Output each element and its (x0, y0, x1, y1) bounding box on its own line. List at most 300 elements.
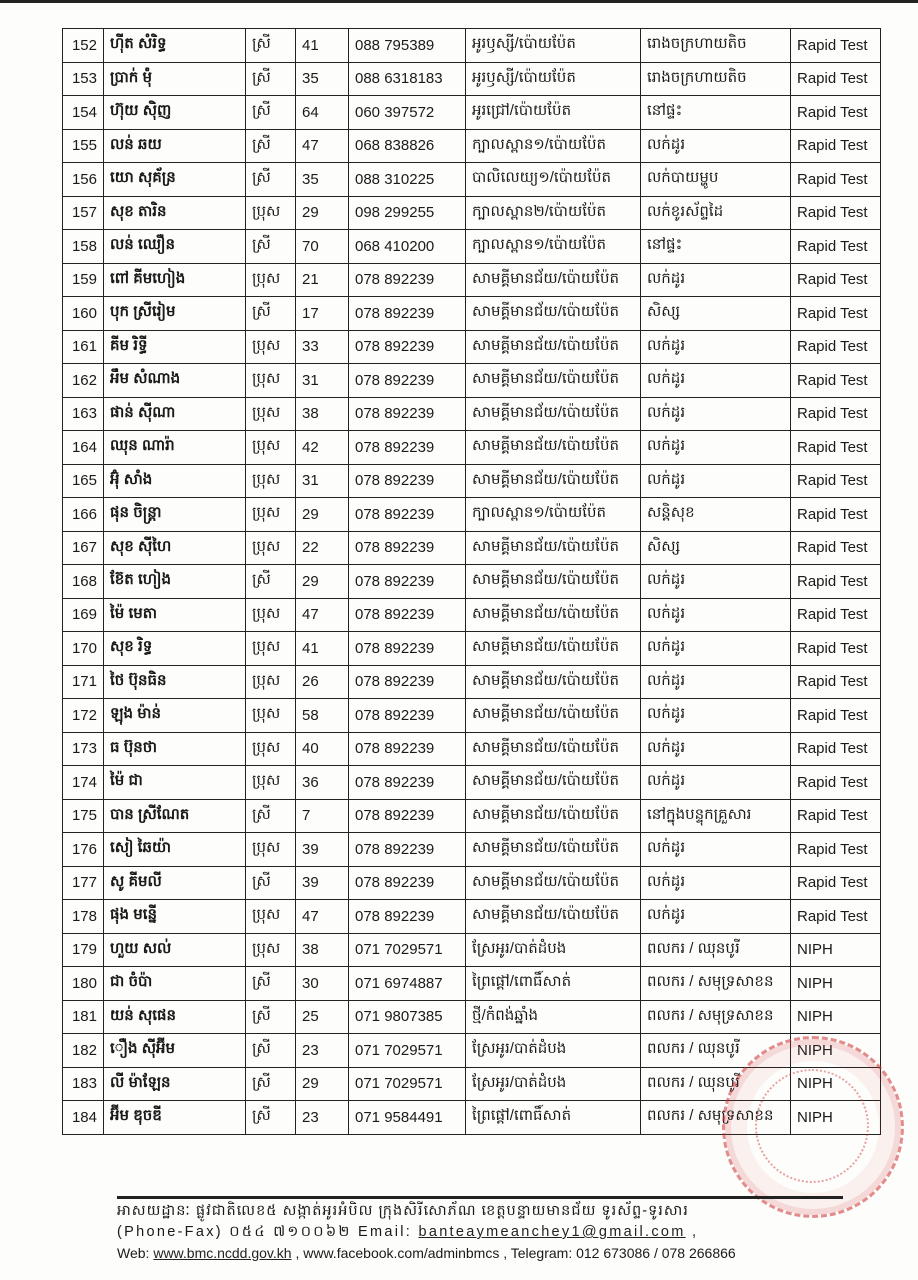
address: សាមគ្គីមានជ័យ/ប៉ោយប៉ែត (466, 531, 641, 565)
age: 40 (296, 732, 349, 766)
address: ស្រែអូរ/បាត់ដំបង (466, 1034, 641, 1068)
age: 26 (296, 665, 349, 699)
test-type: Rapid Test (791, 62, 881, 96)
occupation: លក់ដូរ (641, 263, 791, 297)
address: សាមគ្គីមានជ័យ/ប៉ោយប៉ែត (466, 297, 641, 331)
person-name: សុខ តារិន (104, 196, 246, 230)
test-type: Rapid Test (791, 699, 881, 733)
facebook-link[interactable]: , www.facebook.com/adminbmcs (295, 1245, 500, 1261)
email-label: Email: (358, 1224, 413, 1240)
row-number: 179 (63, 933, 104, 967)
test-type: NIPH (791, 1034, 881, 1068)
sex: ស្រី (246, 62, 296, 96)
table-row (63, 464, 881, 498)
test-type: Rapid Test (791, 732, 881, 766)
sex: ប្រុស (246, 900, 296, 934)
table-row (63, 866, 881, 900)
table-row (63, 766, 881, 800)
table-row (63, 230, 881, 264)
test-type: Rapid Test (791, 163, 881, 197)
test-type: Rapid Test (791, 464, 881, 498)
row-number: 161 (63, 330, 104, 364)
table-row (63, 900, 881, 934)
age: 64 (296, 96, 349, 130)
sex: ស្រី (246, 96, 296, 130)
phone-number: 078 892239 (349, 531, 466, 565)
age: 7 (296, 799, 349, 833)
address: សាមគ្គីមានជ័យ/ប៉ោយប៉ែត (466, 330, 641, 364)
occupation: លក់ដូរ (641, 565, 791, 599)
test-type: Rapid Test (791, 632, 881, 666)
sex: ស្រី (246, 565, 296, 599)
sex: ស្រី (246, 1034, 296, 1068)
person-name: អឹម សំណាង (104, 364, 246, 398)
sex: ស្រី (246, 163, 296, 197)
age: 29 (296, 498, 349, 532)
address: ក្បាលស្ពាន១/ប៉ោយប៉ែត (466, 129, 641, 163)
phone-number: 071 6974887 (349, 967, 466, 1001)
person-name: សូ គីមលី (104, 866, 246, 900)
phone-number: 078 892239 (349, 263, 466, 297)
occupation: លក់ដូរ (641, 699, 791, 733)
person-name: បុក ស្រីរៀម (104, 297, 246, 331)
address: សាមគ្គីមានជ័យ/ប៉ោយប៉ែត (466, 565, 641, 599)
age: 42 (296, 431, 349, 465)
occupation: លក់ដូរ (641, 464, 791, 498)
table-row (63, 96, 881, 130)
address: សាមគ្គីមានជ័យ/ប៉ោយប៉ែត (466, 699, 641, 733)
table-row (63, 1034, 881, 1068)
footer (117, 1201, 857, 1264)
address: បាលិលេយ្យ១/ប៉ោយប៉ែត (466, 163, 641, 197)
sex: ប្រុស (246, 498, 296, 532)
table-row (63, 29, 881, 63)
sex: ស្រី (246, 297, 296, 331)
occupation: លក់ដូរ (641, 364, 791, 398)
address: សាមគ្គីមានជ័យ/ប៉ោយប៉ែត (466, 263, 641, 297)
sex: ប្រុស (246, 464, 296, 498)
age: 29 (296, 196, 349, 230)
age: 41 (296, 632, 349, 666)
phone-number: 078 892239 (349, 565, 466, 599)
email-link[interactable]: banteaymeanchey1@gmail.com (418, 1224, 686, 1240)
email-trail: , (691, 1224, 699, 1240)
occupation: ពលករ / សមុទ្រសាខន (641, 967, 791, 1001)
sex: ប្រុស (246, 833, 296, 867)
person-name: ម៉ៃ មេតា (104, 598, 246, 632)
test-type: Rapid Test (791, 833, 881, 867)
person-name: លី ម៉ាឡែន (104, 1067, 246, 1101)
address: អូរឫស្សី/ប៉ោយប៉ែត (466, 29, 641, 63)
sex: ស្រី (246, 1101, 296, 1135)
sex: ប្រុស (246, 732, 296, 766)
address: អូរជ្រៅ/ប៉ោយប៉ែត (466, 96, 641, 130)
person-name: ប្រាក់ ម៉ុំ (104, 62, 246, 96)
sex: ប្រុស (246, 330, 296, 364)
phone-number: 078 892239 (349, 699, 466, 733)
address: ថ្មី/កំពង់ឆ្នាំង (466, 1000, 641, 1034)
table-row (63, 632, 881, 666)
row-number: 182 (63, 1034, 104, 1068)
address: ព្រៃផ្ដៅ/ពោធិ៍សាត់ (466, 1101, 641, 1135)
row-number: 174 (63, 766, 104, 800)
address: សាមគ្គីមានជ័យ/ប៉ោយប៉ែត (466, 364, 641, 398)
phone-number: 068 410200 (349, 230, 466, 264)
sex: ប្រុស (246, 263, 296, 297)
test-type: NIPH (791, 967, 881, 1001)
table-row (63, 699, 881, 733)
table-row (63, 1101, 881, 1135)
phone-number: 078 892239 (349, 297, 466, 331)
address: សាមគ្គីមានជ័យ/ប៉ោយប៉ែត (466, 732, 641, 766)
row-number: 154 (63, 96, 104, 130)
table-row (63, 397, 881, 431)
table-row (63, 933, 881, 967)
person-name: ផាន់ ស៊ីណា (104, 397, 246, 431)
row-number: 175 (63, 799, 104, 833)
occupation: រោងចក្រហាយតិច (641, 62, 791, 96)
table-row (63, 330, 881, 364)
person-name: សៀ ឆៃយ៉ា (104, 833, 246, 867)
occupation: លក់បាយម្ហូប (641, 163, 791, 197)
test-type: NIPH (791, 1101, 881, 1135)
occupation: នៅផ្ទះ (641, 96, 791, 130)
address: សាមគ្គីមានជ័យ/ប៉ោយប៉ែត (466, 665, 641, 699)
person-name: ខ៊ែត ហៀង (104, 565, 246, 599)
table-row (63, 263, 881, 297)
person-name: សុខ រិទ្ធ (104, 632, 246, 666)
address: សាមគ្គីមានជ័យ/ប៉ោយប៉ែត (466, 799, 641, 833)
occupation: លក់ដូរ (641, 866, 791, 900)
table-row (63, 732, 881, 766)
test-type: NIPH (791, 1000, 881, 1034)
row-number: 181 (63, 1000, 104, 1034)
phone-number: 060 397572 (349, 96, 466, 130)
person-name: យន់ សុផេន (104, 1000, 246, 1034)
person-name: ហួយ សល់ (104, 933, 246, 967)
table-row (63, 565, 881, 599)
age: 39 (296, 833, 349, 867)
row-number: 177 (63, 866, 104, 900)
age: 47 (296, 598, 349, 632)
age: 33 (296, 330, 349, 364)
occupation: ពលករ / ឈុនបូរី (641, 1034, 791, 1068)
person-name: ផុង មន្នើ (104, 900, 246, 934)
test-type: NIPH (791, 933, 881, 967)
table-row (63, 967, 881, 1001)
occupation: លក់ដូរ (641, 900, 791, 934)
phone-number: 088 310225 (349, 163, 466, 197)
row-number: 156 (63, 163, 104, 197)
phone-number: 078 892239 (349, 900, 466, 934)
phone-number: 078 892239 (349, 464, 466, 498)
telegram-numbers: , Telegram: 012 673086 / 078 266866 (503, 1245, 736, 1261)
row-number: 168 (63, 565, 104, 599)
footer-address: អាសយដ្ឋានៈ ផ្លូវជាតិលេខ៥ សង្កាត់អូរអំបិល ក្រុងសិរីសោភ័ណ ខេត្តបន្ទាយមានជ័យ ទូរស័ព្ទ-ទូរសារ (117, 1203, 689, 1219)
occupation: លក់ដូរ (641, 431, 791, 465)
table-row (63, 62, 881, 96)
table-row (63, 665, 881, 699)
occupation: លក់ដូរ (641, 665, 791, 699)
person-name: អ៊ីម ឌុចឌី (104, 1101, 246, 1135)
age: 58 (296, 699, 349, 733)
row-number: 183 (63, 1067, 104, 1101)
age: 23 (296, 1034, 349, 1068)
age: 39 (296, 866, 349, 900)
table-row (63, 196, 881, 230)
sex: ស្រី (246, 129, 296, 163)
website-link[interactable]: www.bmc.ncdd.gov.kh (153, 1245, 292, 1261)
row-number: 164 (63, 431, 104, 465)
table-row (63, 163, 881, 197)
address: ស្រែអូរ/បាត់ដំបង (466, 933, 641, 967)
phone-number: 068 838826 (349, 129, 466, 163)
person-name: ពៅ គីមហៀង (104, 263, 246, 297)
person-name: ផុន ចិន្ដ្រា (104, 498, 246, 532)
sex: ស្រី (246, 799, 296, 833)
occupation: លក់ដូរ (641, 632, 791, 666)
occupation: រោងចក្រហាយតិច (641, 29, 791, 63)
age: 47 (296, 129, 349, 163)
person-name: លន់ ឈឿន (104, 230, 246, 264)
phone-number: 071 9584491 (349, 1101, 466, 1135)
table-row (63, 531, 881, 565)
test-type: Rapid Test (791, 397, 881, 431)
row-number: 166 (63, 498, 104, 532)
age: 30 (296, 967, 349, 1001)
age: 35 (296, 62, 349, 96)
table-row (63, 833, 881, 867)
test-type: Rapid Test (791, 598, 881, 632)
row-number: 169 (63, 598, 104, 632)
test-type: Rapid Test (791, 129, 881, 163)
age: 47 (296, 900, 349, 934)
sex: ប្រុស (246, 665, 296, 699)
occupation: ពលករ / សមុទ្រសាខន (641, 1000, 791, 1034)
sex: ប្រុស (246, 632, 296, 666)
person-name: យោ សុគ័ន្រ (104, 163, 246, 197)
test-type: Rapid Test (791, 431, 881, 465)
sex: ប្រុស (246, 196, 296, 230)
test-type: Rapid Test (791, 665, 881, 699)
row-number: 170 (63, 632, 104, 666)
phone-number: 078 892239 (349, 598, 466, 632)
person-name: បាន ស្រីណែត (104, 799, 246, 833)
test-type: Rapid Test (791, 330, 881, 364)
phone-number: 078 892239 (349, 732, 466, 766)
phone-number: 078 892239 (349, 397, 466, 431)
footer-divider (117, 1196, 843, 1199)
footer-web-line (117, 1243, 857, 1264)
age: 29 (296, 565, 349, 599)
person-name: ថៃ ប៊ុនធិន (104, 665, 246, 699)
phone-number: 071 9807385 (349, 1000, 466, 1034)
sex: ប្រុស (246, 431, 296, 465)
row-number: 160 (63, 297, 104, 331)
occupation: លក់ដូរ (641, 766, 791, 800)
row-number: 171 (63, 665, 104, 699)
address: ក្បាលស្ពាន២/ប៉ោយប៉ែត (466, 196, 641, 230)
sex: ប្រុស (246, 531, 296, 565)
occupation: សិស្ស (641, 297, 791, 331)
phone-number: 071 7029571 (349, 1034, 466, 1068)
sex: ស្រី (246, 29, 296, 63)
phone-number: 078 892239 (349, 498, 466, 532)
test-type: Rapid Test (791, 29, 881, 63)
occupation: ពលករ / សមុទ្រសាខន (641, 1101, 791, 1135)
age: 41 (296, 29, 349, 63)
person-name: សុខ ស៊ីហៃ (104, 531, 246, 565)
table-row (63, 1000, 881, 1034)
occupation: លក់ដូរ (641, 397, 791, 431)
sex: ស្រី (246, 1067, 296, 1101)
occupation: ពលករ / ឈុនបូរី (641, 1067, 791, 1101)
test-type: Rapid Test (791, 900, 881, 934)
age: 31 (296, 464, 349, 498)
person-name: ហ៊ុយ ស៊ិញ (104, 96, 246, 130)
age: 31 (296, 364, 349, 398)
row-number: 152 (63, 29, 104, 63)
row-number: 155 (63, 129, 104, 163)
sex: ប្រុស (246, 598, 296, 632)
person-name: គីម រិទ្ធី (104, 330, 246, 364)
occupation: លក់ដូរ (641, 330, 791, 364)
row-number: 165 (63, 464, 104, 498)
occupation: លក់ដូរ (641, 732, 791, 766)
row-number: 163 (63, 397, 104, 431)
person-name: ឈុន ណារ៉ា (104, 431, 246, 465)
phone-number: 078 892239 (349, 364, 466, 398)
person-name: ឿង ស៊ីអ៊ីម (104, 1034, 246, 1068)
address: សាមគ្គីមានជ័យ/ប៉ោយប៉ែត (466, 464, 641, 498)
row-number: 172 (63, 699, 104, 733)
test-type: Rapid Test (791, 565, 881, 599)
sex: ប្រុស (246, 397, 296, 431)
roster-body (63, 29, 881, 1135)
test-type: Rapid Test (791, 263, 881, 297)
test-type: Rapid Test (791, 498, 881, 532)
phone-number: 078 892239 (349, 330, 466, 364)
person-name: ឡុង ម៉ាន់ (104, 699, 246, 733)
row-number: 167 (63, 531, 104, 565)
sex: ស្រី (246, 1000, 296, 1034)
sex: ប្រុស (246, 933, 296, 967)
age: 17 (296, 297, 349, 331)
table-row (63, 799, 881, 833)
occupation: នៅក្នុងបន្ទុកគ្រួសារ (641, 799, 791, 833)
row-number: 176 (63, 833, 104, 867)
phone-number: 078 892239 (349, 833, 466, 867)
age: 22 (296, 531, 349, 565)
row-number: 180 (63, 967, 104, 1001)
sex: ស្រី (246, 967, 296, 1001)
address: សាមគ្គីមានជ័យ/ប៉ោយប៉ែត (466, 900, 641, 934)
test-type: Rapid Test (791, 799, 881, 833)
sex: ប្រុស (246, 766, 296, 800)
row-number: 173 (63, 732, 104, 766)
address: សាមគ្គីមានជ័យ/ប៉ោយប៉ែត (466, 598, 641, 632)
footer-contact-line (117, 1222, 857, 1243)
web-label: Web: (117, 1245, 150, 1261)
address: សាមគ្គីមានជ័យ/ប៉ោយប៉ែត (466, 397, 641, 431)
sex: ប្រុស (246, 364, 296, 398)
person-name: លន់ ឆយ (104, 129, 246, 163)
test-type: Rapid Test (791, 766, 881, 800)
address: ក្បាលស្ពាន១/ប៉ោយប៉ែត (466, 230, 641, 264)
table-row (63, 297, 881, 331)
test-type: Rapid Test (791, 196, 881, 230)
table-row (63, 598, 881, 632)
age: 21 (296, 263, 349, 297)
row-number: 157 (63, 196, 104, 230)
occupation: លក់ដូរ (641, 833, 791, 867)
row-number: 153 (63, 62, 104, 96)
phone-number: 071 7029571 (349, 1067, 466, 1101)
age: 38 (296, 933, 349, 967)
table-row (63, 129, 881, 163)
phone-number: 071 7029571 (349, 933, 466, 967)
person-name: ម៉ៃ ជា (104, 766, 246, 800)
person-name: ជា ចំប៉ា (104, 967, 246, 1001)
occupation: នៅផ្ទះ (641, 230, 791, 264)
phone-number: 078 892239 (349, 632, 466, 666)
occupation: លក់ដូរ (641, 129, 791, 163)
row-number: 184 (63, 1101, 104, 1135)
table-row (63, 364, 881, 398)
person-name: ធ ប៊ុនថា (104, 732, 246, 766)
age: 36 (296, 766, 349, 800)
test-type: Rapid Test (791, 364, 881, 398)
age: 29 (296, 1067, 349, 1101)
phone-number: 078 892239 (349, 766, 466, 800)
row-number: 162 (63, 364, 104, 398)
phone-number: 078 892239 (349, 665, 466, 699)
test-type: NIPH (791, 1067, 881, 1101)
age: 70 (296, 230, 349, 264)
occupation: សិស្ស (641, 531, 791, 565)
test-type: Rapid Test (791, 230, 881, 264)
row-number: 178 (63, 900, 104, 934)
person-name: ហ៊ីត សំរិទ្ធ (104, 29, 246, 63)
test-type: Rapid Test (791, 96, 881, 130)
age: 35 (296, 163, 349, 197)
address: ព្រៃផ្ដៅ/ពោធិ៍សាត់ (466, 967, 641, 1001)
age: 25 (296, 1000, 349, 1034)
address: សាមគ្គីមានជ័យ/ប៉ោយប៉ែត (466, 632, 641, 666)
occupation: លក់ខូរស័ព្ទដៃ (641, 196, 791, 230)
address: ស្រែអូរ/បាត់ដំបង (466, 1067, 641, 1101)
row-number: 159 (63, 263, 104, 297)
phone-number: 078 892239 (349, 866, 466, 900)
occupation: សន្តិសុខ (641, 498, 791, 532)
test-type: Rapid Test (791, 531, 881, 565)
address: អូរឫស្សី/ប៉ោយប៉ែត (466, 62, 641, 96)
address: សាមគ្គីមានជ័យ/ប៉ោយប៉ែត (466, 866, 641, 900)
address: ក្បាលស្ពាន១/ប៉ោយប៉ែត (466, 498, 641, 532)
occupation: លក់ដូរ (641, 598, 791, 632)
age: 23 (296, 1101, 349, 1135)
row-number: 158 (63, 230, 104, 264)
sex: ស្រី (246, 230, 296, 264)
age: 38 (296, 397, 349, 431)
address: សាមគ្គីមានជ័យ/ប៉ោយប៉ែត (466, 766, 641, 800)
phone-number: 088 795389 (349, 29, 466, 63)
table-row (63, 1067, 881, 1101)
test-type: Rapid Test (791, 866, 881, 900)
sex: ស្រី (246, 866, 296, 900)
phone-number: 078 892239 (349, 799, 466, 833)
phone-number: 078 892239 (349, 431, 466, 465)
